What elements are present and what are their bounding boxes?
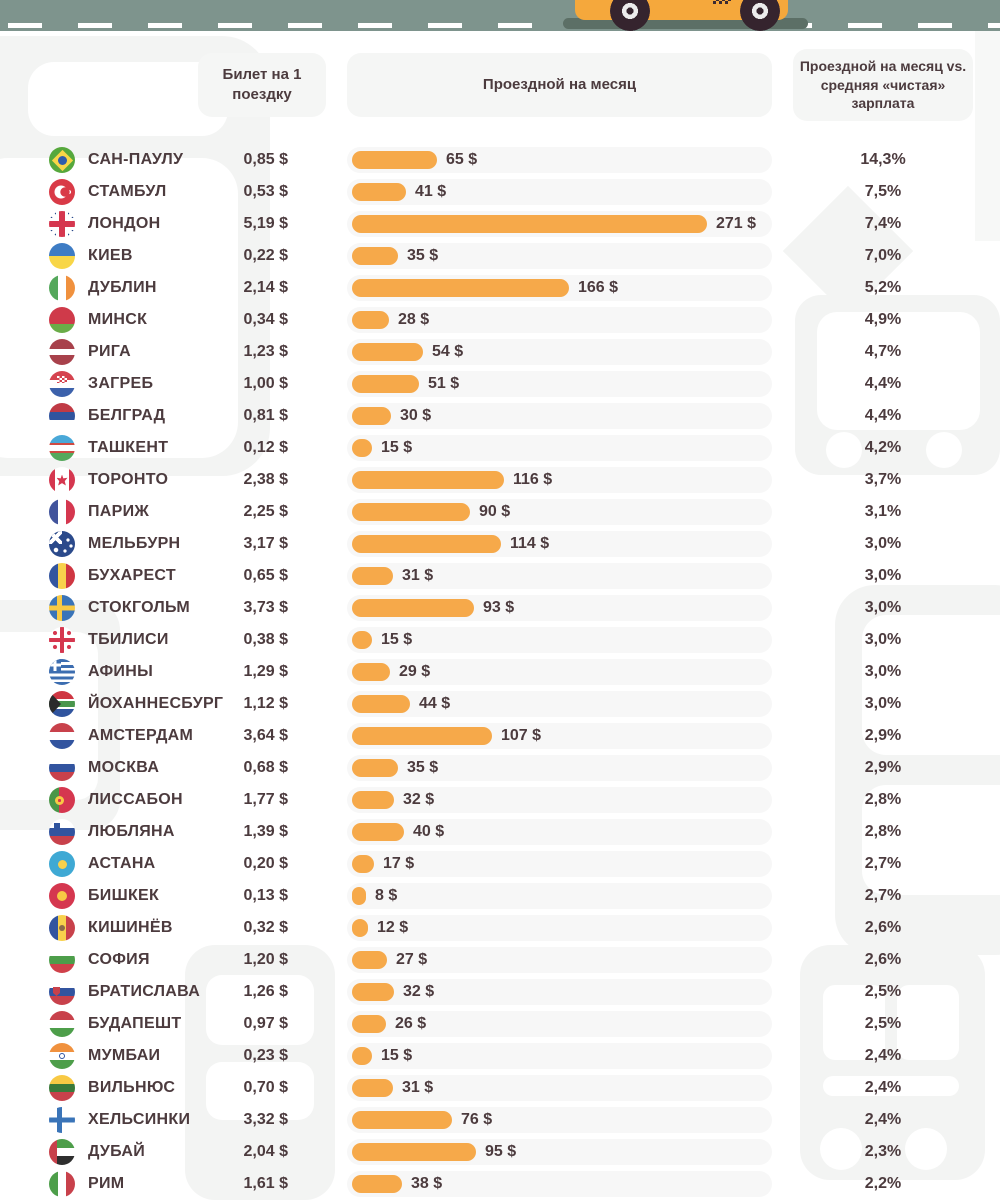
table-row xyxy=(0,752,1000,784)
bar-value: 31 $ xyxy=(402,567,434,584)
ticket-price: 0,32 $ xyxy=(243,919,288,936)
city-label: ЛИССАБОН xyxy=(88,791,183,808)
pct-value: 2,6% xyxy=(864,951,902,968)
bar-fill xyxy=(352,1015,386,1033)
ticket-price: 2,38 $ xyxy=(243,471,288,488)
ticket-price: 0,20 $ xyxy=(243,855,288,872)
bar-value: 65 $ xyxy=(446,151,478,168)
bar-fill xyxy=(352,439,372,457)
bar-track xyxy=(347,1107,772,1133)
pct-value: 4,7% xyxy=(864,343,902,360)
ticket-price: 0,34 $ xyxy=(243,311,288,328)
pct-value: 3,0% xyxy=(864,631,902,648)
bar-value: 41 $ xyxy=(415,183,447,200)
pct-value: 2,5% xyxy=(864,1015,902,1032)
pct-value: 2,7% xyxy=(864,887,902,904)
greece-flag-icon xyxy=(49,659,75,685)
bar-track xyxy=(347,403,772,429)
city-label: ЗАГРЕБ xyxy=(88,375,154,392)
bar-track xyxy=(347,243,772,269)
bar-fill xyxy=(352,1111,452,1129)
bar-value: 17 $ xyxy=(383,855,415,872)
pct-value: 4,9% xyxy=(864,311,902,328)
city-label: ТБИЛИСИ xyxy=(88,631,169,648)
city-label: СОФИЯ xyxy=(88,951,150,968)
table-row xyxy=(0,784,1000,816)
bar-fill xyxy=(352,343,423,361)
uk-flag-icon xyxy=(49,211,75,237)
city-label: МЕЛЬБУРН xyxy=(88,535,181,552)
ticket-price: 0,12 $ xyxy=(243,439,288,456)
pct-value: 2,6% xyxy=(864,919,902,936)
header-monthly-label: Проездной на месяц xyxy=(482,75,637,93)
bar-track xyxy=(347,275,772,301)
bar-fill xyxy=(352,247,398,265)
table-row xyxy=(0,144,1000,176)
pct-value: 14,3% xyxy=(860,151,906,168)
bar-fill xyxy=(352,663,390,681)
table-row xyxy=(0,816,1000,848)
bar-track xyxy=(347,371,772,397)
bar-fill xyxy=(352,887,366,905)
bar-fill xyxy=(352,471,504,489)
city-label: МОСКВА xyxy=(88,759,160,776)
bar-value: 15 $ xyxy=(381,439,413,456)
france-flag-icon xyxy=(49,499,75,525)
uae-flag-icon xyxy=(49,1139,75,1165)
bar-value: 271 $ xyxy=(716,215,757,232)
bar-fill xyxy=(352,759,398,777)
moldova-flag-icon xyxy=(49,915,75,941)
city-label: ПАРИЖ xyxy=(88,503,150,520)
pct-value: 3,7% xyxy=(864,471,902,488)
bar-value: 95 $ xyxy=(485,1143,517,1160)
table-row xyxy=(0,176,1000,208)
ticket-price: 3,32 $ xyxy=(243,1111,288,1128)
city-label: БУДАПЕШТ xyxy=(88,1015,182,1032)
city-label: БЕЛГРАД xyxy=(88,407,166,424)
ireland-flag-icon xyxy=(49,275,75,301)
bar-fill xyxy=(352,791,394,809)
pct-value: 3,0% xyxy=(864,663,902,680)
header-ticket-label: Билет на 1 поездку xyxy=(222,65,302,103)
bar-value: 8 $ xyxy=(375,887,398,904)
slovenia-flag-icon xyxy=(49,819,75,845)
ticket-price: 3,73 $ xyxy=(243,599,288,616)
table-row xyxy=(0,1104,1000,1136)
table-row xyxy=(0,592,1000,624)
pct-value: 4,4% xyxy=(864,407,902,424)
romania-flag-icon xyxy=(49,563,75,589)
pct-value: 7,0% xyxy=(864,247,902,264)
italy-flag-icon xyxy=(49,1171,75,1197)
kyrgyzstan-flag-icon xyxy=(49,883,75,909)
road-band xyxy=(0,0,1000,31)
bar-value: 27 $ xyxy=(396,951,428,968)
header-vs-salary-label: Проездной на месяц vs. средняя «чистая» зарплата xyxy=(799,57,967,112)
table-row xyxy=(0,400,1000,432)
header-monthly-box xyxy=(347,53,772,117)
bar-value: 28 $ xyxy=(398,311,430,328)
bar-value: 107 $ xyxy=(501,727,542,744)
road-dashes xyxy=(8,23,1000,28)
bar-fill xyxy=(352,919,368,937)
table-row xyxy=(0,464,1000,496)
bar-value: 40 $ xyxy=(413,823,445,840)
pct-value: 3,1% xyxy=(864,503,902,520)
city-label: КИЕВ xyxy=(88,247,133,264)
bar-fill xyxy=(352,151,437,169)
ticket-price: 1,39 $ xyxy=(243,823,288,840)
table-row xyxy=(0,208,1000,240)
croatia-flag-icon xyxy=(49,371,75,397)
city-label: СТОКГОЛЬМ xyxy=(88,599,191,616)
bar-track xyxy=(347,819,772,845)
table-row xyxy=(0,304,1000,336)
header-ticket-box xyxy=(198,53,326,117)
bar-fill xyxy=(352,1175,402,1193)
pct-value: 5,2% xyxy=(864,279,902,296)
bar-track xyxy=(347,851,772,877)
russia-flag-icon xyxy=(49,755,75,781)
pct-value: 2,8% xyxy=(864,791,902,808)
bar-value: 26 $ xyxy=(395,1015,427,1032)
bar-track xyxy=(347,179,772,205)
ticket-price: 3,17 $ xyxy=(243,535,288,552)
city-label: ДУБЛИН xyxy=(88,279,157,296)
bar-track xyxy=(347,339,772,365)
city-label: ЙОХАННЕСБУРГ xyxy=(88,695,224,712)
table-row xyxy=(0,272,1000,304)
bar-value: 32 $ xyxy=(403,983,435,1000)
bar-fill xyxy=(352,727,492,745)
pct-value: 7,4% xyxy=(864,215,902,232)
pct-value: 2,3% xyxy=(864,1143,902,1160)
bar-fill xyxy=(352,311,389,329)
pct-value: 2,2% xyxy=(864,1175,902,1192)
ticket-price: 2,04 $ xyxy=(243,1143,288,1160)
bar-fill xyxy=(352,823,404,841)
city-label: АМСТЕРДАМ xyxy=(88,727,194,744)
bar-value: 30 $ xyxy=(400,407,432,424)
bar-value: 31 $ xyxy=(402,1079,434,1096)
bar-track xyxy=(347,627,772,653)
bar-track xyxy=(347,435,772,461)
bar-value: 76 $ xyxy=(461,1111,493,1128)
bar-fill xyxy=(352,1079,393,1097)
pct-value: 2,9% xyxy=(864,727,902,744)
ticket-price: 0,23 $ xyxy=(243,1047,288,1064)
bar-fill xyxy=(352,983,394,1001)
bar-track xyxy=(347,147,772,173)
bar-value: 93 $ xyxy=(483,599,515,616)
ticket-price: 0,38 $ xyxy=(243,631,288,648)
city-label: ТАШКЕНТ xyxy=(88,439,169,456)
city-label: МИНСК xyxy=(88,311,148,328)
bar-fill xyxy=(352,631,372,649)
pct-value: 3,0% xyxy=(864,695,902,712)
city-label: АСТАНА xyxy=(88,855,156,872)
table-row xyxy=(0,688,1000,720)
table-row xyxy=(0,880,1000,912)
bar-track xyxy=(347,915,772,941)
bar-value: 54 $ xyxy=(432,343,464,360)
city-label: БУХАРЕСТ xyxy=(88,567,176,584)
ticket-price: 5,19 $ xyxy=(243,215,288,232)
bar-fill xyxy=(352,375,419,393)
bar-track xyxy=(347,563,772,589)
header-vs-salary-box xyxy=(793,49,973,121)
bar-fill xyxy=(352,215,707,233)
table-row xyxy=(0,336,1000,368)
bar-track xyxy=(347,979,772,1005)
bar-value: 44 $ xyxy=(419,695,451,712)
table-row xyxy=(0,1168,1000,1200)
bar-track xyxy=(347,595,772,621)
bar-track xyxy=(347,1171,772,1197)
table-row xyxy=(0,656,1000,688)
city-label: РИМ xyxy=(88,1175,125,1192)
ticket-price: 3,64 $ xyxy=(243,727,288,744)
table-row xyxy=(0,1136,1000,1168)
slovakia-flag-icon xyxy=(49,979,75,1005)
bar-track xyxy=(347,211,772,237)
ticket-price: 1,77 $ xyxy=(243,791,288,808)
rows xyxy=(0,144,1000,1200)
pct-value: 2,4% xyxy=(864,1111,902,1128)
city-label: ЛЮБЛЯНА xyxy=(88,823,175,840)
brazil-flag-icon xyxy=(49,147,75,173)
bulgaria-flag-icon xyxy=(49,947,75,973)
bar-track xyxy=(347,691,772,717)
table-row xyxy=(0,240,1000,272)
city-label: РИГА xyxy=(88,343,131,360)
pct-value: 3,0% xyxy=(864,567,902,584)
bar-fill xyxy=(352,1143,476,1161)
taxi-illustration xyxy=(563,0,808,31)
serbia-flag-icon xyxy=(49,403,75,429)
table-row xyxy=(0,528,1000,560)
canada-flag-icon xyxy=(49,467,75,493)
portugal-flag-icon xyxy=(49,787,75,813)
turkey-flag-icon xyxy=(49,179,75,205)
city-label: ВИЛЬНЮС xyxy=(88,1079,176,1096)
city-label: АФИНЫ xyxy=(88,663,154,680)
table-row xyxy=(0,848,1000,880)
ticket-price: 1,29 $ xyxy=(243,663,288,680)
bar-fill xyxy=(352,599,474,617)
kazakhstan-flag-icon xyxy=(49,851,75,877)
ukraine-flag-icon xyxy=(49,243,75,269)
australia-flag-icon xyxy=(49,531,75,557)
city-label: ДУБАЙ xyxy=(88,1143,145,1160)
bar-track xyxy=(347,947,772,973)
bar-value: 12 $ xyxy=(377,919,409,936)
bar-fill xyxy=(352,535,501,553)
bar-track xyxy=(347,755,772,781)
bar-fill xyxy=(352,503,470,521)
city-label: ХЕЛЬСИНКИ xyxy=(88,1111,191,1128)
bar-fill xyxy=(352,407,391,425)
pct-value: 4,4% xyxy=(864,375,902,392)
bar-fill xyxy=(352,855,374,873)
ticket-price: 1,00 $ xyxy=(243,375,288,392)
india-flag-icon xyxy=(49,1043,75,1069)
table-row xyxy=(0,1072,1000,1104)
bar-fill xyxy=(352,183,406,201)
uzbekistan-flag-icon xyxy=(49,435,75,461)
southafrica-flag-icon xyxy=(49,691,75,717)
pct-value: 3,0% xyxy=(864,535,902,552)
bar-value: 51 $ xyxy=(428,375,460,392)
ticket-price: 1,26 $ xyxy=(243,983,288,1000)
bar-value: 114 $ xyxy=(510,535,550,552)
table-row xyxy=(0,1008,1000,1040)
city-label: БРАТИСЛАВА xyxy=(88,983,201,1000)
pct-value: 2,7% xyxy=(864,855,902,872)
bar-value: 90 $ xyxy=(479,503,511,520)
ticket-price: 1,12 $ xyxy=(243,695,288,712)
bar-value: 32 $ xyxy=(403,791,435,808)
netherlands-flag-icon xyxy=(49,723,75,749)
belarus-flag-icon xyxy=(49,307,75,333)
pct-value: 2,5% xyxy=(864,983,902,1000)
pct-value: 3,0% xyxy=(864,599,902,616)
table-row xyxy=(0,976,1000,1008)
table-row xyxy=(0,496,1000,528)
pct-value: 2,4% xyxy=(864,1047,902,1064)
table-row xyxy=(0,560,1000,592)
city-label: САН-ПАУЛУ xyxy=(88,151,184,168)
georgia-flag-icon xyxy=(49,627,75,653)
ticket-price: 0,68 $ xyxy=(243,759,288,776)
pct-value: 2,8% xyxy=(864,823,902,840)
ticket-price: 0,97 $ xyxy=(243,1015,288,1032)
ticket-price: 1,61 $ xyxy=(243,1175,288,1192)
bar-fill xyxy=(352,279,569,297)
bar-fill xyxy=(352,695,410,713)
bar-track xyxy=(347,499,772,525)
pct-value: 2,9% xyxy=(864,759,902,776)
bar-value: 29 $ xyxy=(399,663,431,680)
pct-value: 4,2% xyxy=(864,439,902,456)
city-label: МУМБАИ xyxy=(88,1047,161,1064)
city-label: КИШИНЁВ xyxy=(88,919,173,936)
ticket-price: 1,23 $ xyxy=(243,343,288,360)
ticket-price: 0,22 $ xyxy=(243,247,288,264)
table-row xyxy=(0,368,1000,400)
bar-value: 15 $ xyxy=(381,1047,413,1064)
city-label: БИШКЕК xyxy=(88,887,160,904)
bar-fill xyxy=(352,1047,372,1065)
pct-value: 2,4% xyxy=(864,1079,902,1096)
ticket-price: 0,85 $ xyxy=(243,151,288,168)
bar-track xyxy=(347,787,772,813)
ticket-price: 2,14 $ xyxy=(243,279,288,296)
table-row xyxy=(0,912,1000,944)
bar-value: 166 $ xyxy=(578,279,619,296)
bar-track xyxy=(347,1011,772,1037)
ticket-price: 0,13 $ xyxy=(243,887,288,904)
city-label: ТОРОНТО xyxy=(88,471,169,488)
latvia-flag-icon xyxy=(49,339,75,365)
ticket-price: 0,53 $ xyxy=(243,183,288,200)
bar-track xyxy=(347,883,772,909)
bar-track xyxy=(347,467,772,493)
ticket-price: 0,81 $ xyxy=(243,407,288,424)
bar-track xyxy=(347,531,772,557)
bar-fill xyxy=(352,951,387,969)
ticket-price: 1,20 $ xyxy=(243,951,288,968)
bar-value: 35 $ xyxy=(407,247,439,264)
city-label: СТАМБУЛ xyxy=(88,183,167,200)
table-row xyxy=(0,432,1000,464)
bar-value: 15 $ xyxy=(381,631,413,648)
finland-flag-icon xyxy=(49,1107,75,1133)
bar-track xyxy=(347,1075,772,1101)
hungary-flag-icon xyxy=(49,1011,75,1037)
bar-track xyxy=(347,723,772,749)
taxi-checker-icon xyxy=(713,0,731,4)
table-row xyxy=(0,944,1000,976)
bar-value: 116 $ xyxy=(513,471,553,488)
table-row xyxy=(0,624,1000,656)
ticket-price: 2,25 $ xyxy=(243,503,288,520)
city-label: ЛОНДОН xyxy=(88,215,161,232)
table-row xyxy=(0,720,1000,752)
bar-value: 38 $ xyxy=(411,1175,443,1192)
lithuania-flag-icon xyxy=(49,1075,75,1101)
pct-value: 7,5% xyxy=(864,183,902,200)
bar-fill xyxy=(352,567,393,585)
bar-track xyxy=(347,1139,772,1165)
sweden-flag-icon xyxy=(49,595,75,621)
bar-track xyxy=(347,659,772,685)
ticket-price: 0,70 $ xyxy=(243,1079,288,1096)
bar-track xyxy=(347,1043,772,1069)
bar-value: 35 $ xyxy=(407,759,439,776)
bar-track xyxy=(347,307,772,333)
table-row xyxy=(0,1040,1000,1072)
ticket-price: 0,65 $ xyxy=(243,567,288,584)
